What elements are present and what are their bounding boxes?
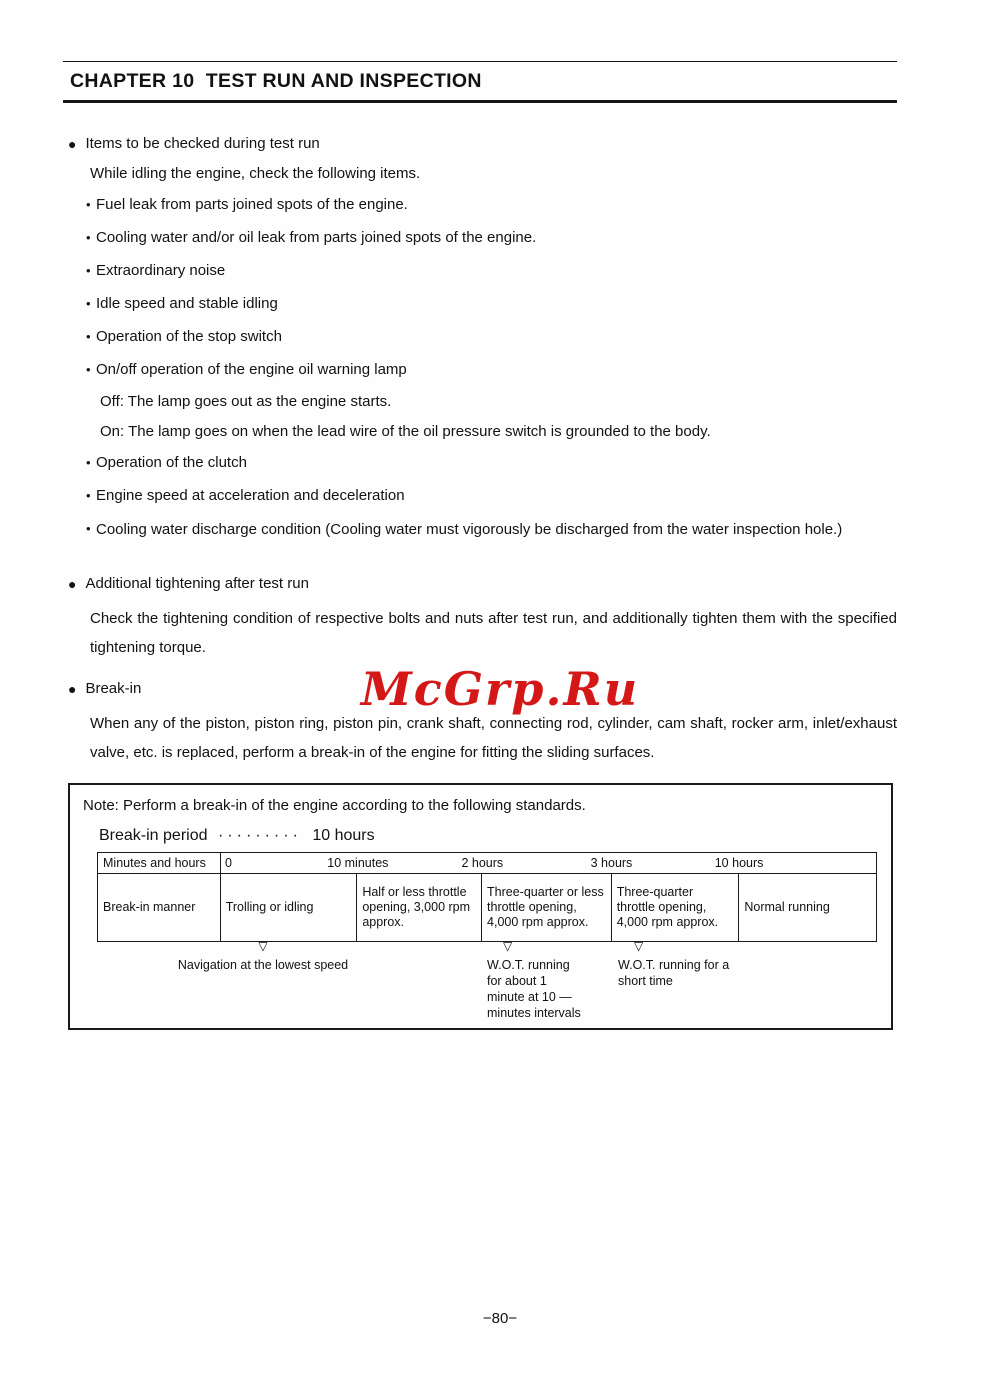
table-cell: Three-quarter or less throttle opening, 4,000 rpm approx. bbox=[482, 874, 612, 941]
leader-dots: ········· bbox=[217, 827, 302, 844]
bullet-icon: • bbox=[86, 362, 91, 377]
list-item-text: Operation of the stop switch bbox=[96, 328, 282, 345]
time-mark: 0 bbox=[225, 856, 232, 870]
list-item-text: Idle speed and stable idling bbox=[96, 295, 278, 312]
table-cell: Normal running bbox=[744, 900, 830, 914]
breakin-table bbox=[97, 852, 877, 942]
bullet-icon: • bbox=[86, 230, 91, 245]
annotation-text: W.O.T. running bbox=[487, 958, 570, 972]
list-item-text: Operation of the clutch bbox=[96, 454, 247, 471]
annotation-text: short time bbox=[618, 974, 673, 988]
table-header-row bbox=[98, 853, 876, 874]
page-number: −80− bbox=[482, 1310, 518, 1327]
list-item bbox=[63, 360, 897, 380]
note-box bbox=[68, 783, 893, 1030]
triangle-marker-icon: ▽ bbox=[634, 939, 644, 953]
time-mark: 2 hours bbox=[461, 856, 504, 870]
table-body-row bbox=[98, 874, 876, 941]
table-cell: Half or less throttle opening, 3,000 rpm approx. bbox=[357, 874, 482, 941]
annotation-text: minute at 10 — bbox=[487, 990, 572, 1004]
table-annotation bbox=[487, 938, 615, 1021]
list-item-text: Engine speed at acceleration and deceleration bbox=[96, 487, 405, 504]
table-cell: Three-quarter throttle opening, 4,000 rpm approx. bbox=[612, 874, 740, 941]
annotation-text: W.O.T. running for a bbox=[618, 958, 730, 972]
tightening-body: Check the tightening condition of respective bolts and nuts after test run, and additionally tighten them with the specified tightening torque. bbox=[90, 610, 897, 656]
time-mark: 10 minutes bbox=[327, 856, 389, 870]
breakin-period-line bbox=[99, 827, 891, 845]
watermark: McGrp.Ru bbox=[360, 662, 640, 716]
annotation-text: minutes intervals bbox=[487, 1006, 581, 1020]
bullet-icon: • bbox=[86, 263, 91, 278]
list-item bbox=[63, 519, 897, 544]
section-heading-tightening bbox=[63, 575, 897, 592]
annotation-text: Navigation at the lowest speed bbox=[177, 958, 349, 972]
section-heading-text: Additional tightening after test run bbox=[85, 575, 309, 592]
section-bullet-icon: ● bbox=[68, 135, 77, 152]
triangle-marker-icon: ▽ bbox=[503, 939, 513, 953]
list-item-text: Extraordinary noise bbox=[96, 262, 226, 279]
table-cell: Trolling or idling bbox=[221, 874, 358, 941]
page-content bbox=[63, 0, 897, 767]
section-bullet-icon: ● bbox=[68, 680, 77, 697]
lamp-note-off: Off: The lamp goes out as the engine starts. bbox=[100, 393, 392, 410]
list-item bbox=[63, 261, 897, 281]
bullet-icon: • bbox=[86, 521, 91, 536]
table-annotation bbox=[618, 938, 768, 989]
list-item bbox=[63, 294, 897, 314]
table-row-label: Break-in manner bbox=[98, 874, 221, 941]
annotation-text: for about 1 bbox=[487, 974, 547, 988]
note-text: Note: Perform a break-in of the engine according to the following standards. bbox=[83, 797, 586, 814]
breakin-period-value: 10 hours bbox=[312, 827, 375, 844]
intro-text: While idling the engine, check the following items. bbox=[90, 165, 421, 182]
list-item bbox=[63, 228, 897, 248]
list-item bbox=[63, 486, 897, 506]
section-heading-text: Break-in bbox=[85, 680, 142, 697]
list-item-text: Fuel leak from parts joined spots of the engine. bbox=[96, 196, 408, 213]
triangle-marker-icon: ▽ bbox=[258, 939, 268, 953]
section-heading-items bbox=[63, 135, 897, 152]
bullet-icon: • bbox=[86, 197, 91, 212]
list-item-text: On/off operation of the engine oil warning lamp bbox=[96, 361, 407, 378]
time-mark: 10 hours bbox=[714, 856, 764, 870]
breakin-body: When any of the piston, piston ring, piston pin, crank shaft, connecting rod, cylinder, cam shaft, rocker arm, inlet/exhaust valve, etc. is replaced, perform a break-in of the engine for fitting the sliding surfaces. bbox=[90, 715, 897, 761]
header-rule-bottom bbox=[63, 100, 897, 103]
list-item bbox=[63, 453, 897, 473]
bullet-icon: • bbox=[86, 329, 91, 344]
table-annotation bbox=[158, 938, 368, 973]
list-item-text: Cooling water discharge condition (Cooling water must vigorously be discharged from the water inspection hole.) bbox=[96, 521, 843, 538]
list-item bbox=[63, 195, 897, 215]
breakin-period-label: Break-in period bbox=[99, 827, 208, 844]
list-item bbox=[63, 327, 897, 347]
bullet-icon: • bbox=[86, 455, 91, 470]
section-bullet-icon: ● bbox=[68, 575, 77, 592]
bullet-icon: • bbox=[86, 296, 91, 311]
lamp-note-on: On: The lamp goes on when the lead wire of the oil pressure switch is grounded to the body. bbox=[100, 423, 711, 440]
list-item-text: Cooling water and/or oil leak from parts joined spots of the engine. bbox=[96, 229, 537, 246]
bullet-icon: • bbox=[86, 488, 91, 503]
section-heading-text: Items to be checked during test run bbox=[85, 135, 320, 152]
chapter-title: CHAPTER 10 TEST RUN AND INSPECTION bbox=[70, 70, 482, 92]
table-header-label: Minutes and hours bbox=[98, 853, 221, 873]
time-mark: 3 hours bbox=[590, 856, 633, 870]
